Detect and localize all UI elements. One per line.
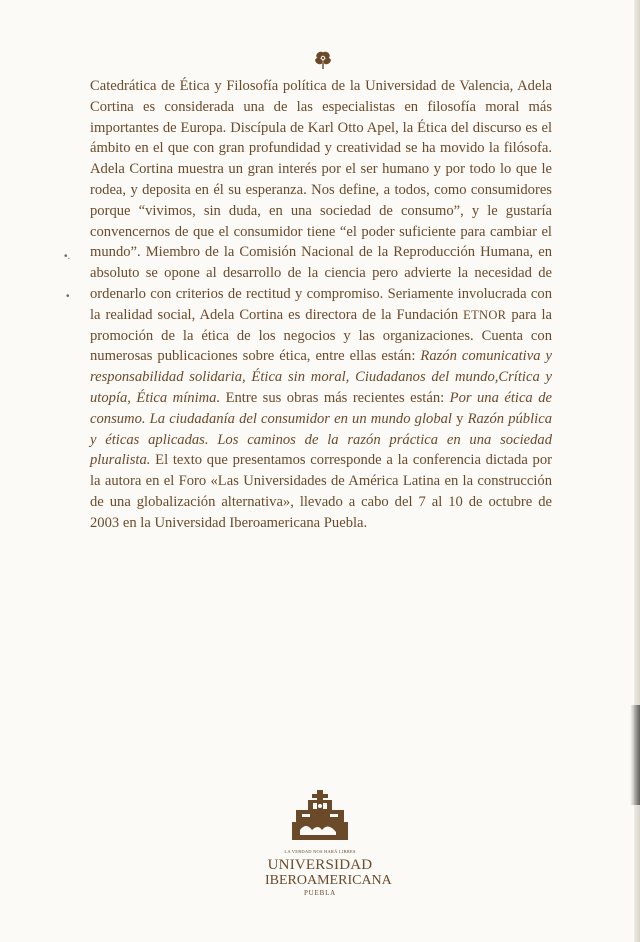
bio-part-4: y [451,410,468,427]
university-name-line1: UNIVERSIDAD [267,857,373,873]
fleuron-icon [312,48,334,70]
university-campus: PUEBLA [303,889,337,897]
bio-part-1: Catedrática de Ética y Filosofía política de la Universidad de Valencia, Adela Cortina es considerada una de las especialistas en filosofía moral más importantes de Europa. Discípula de Karl Otto Apel, la Ética del discurso es el ámbito en el que con gran profundidad y creatividad se ha movido la filósofa. Adela Cortina muestra un gran interés por el ser humano y por todo lo que le rodea, y deposita en él su esperanza. Nos define, a todos, como consumidores porque “vivimos, sin duda, en una sociedad de consumo”, y le gustaría convencernos de que el consumidor tiene “el poder suficiente para cambiar el mundo”. Miembro de la Comisión Nacional de la Reproducción Humana, en absoluto se opone al desarrollo de la ciencia pero advierte la necesidad de ordenarlo con criterios de rectitud y compromiso. Seriamente involucrada con la realidad social, Adela Cortina es directora de la Fundación [90,78,552,323]
page-edge-shadow [630,705,640,805]
works-list-3: Razón pública y éticas aplicadas. Los caminos de la razón práctica en una sociedad pluralista. [90,410,552,469]
bio-part-2: para la promoción de la ética de los negocios y las organizaciones. Cuenta con numerosas publicaciones sobre ética, entre ellas están: [90,306,552,365]
university-name-line2: IBEROAMERICANA [265,873,392,888]
university-motto: LA VERDAD NOS HARÁ LIBRES [284,849,356,854]
works-list-1: Razón comunicativa y responsabilidad solidaria, Ética sin moral, Ciudadanos del mundo,Crítica y utopía, Ética mínima. [90,348,552,406]
university-logo [265,790,392,898]
works-list-2: Por una ética de consumo. La ciudadanía del consumidor en un mundo global [90,389,552,427]
university-crest-icon [290,790,350,842]
etnor-label: ETNOR [463,307,507,322]
margin-mark-1: •. [64,251,71,262]
bio-part-3: Entre sus obras más recientes están: [220,389,450,406]
bio-part-5: El texto que presentamos corresponde a la conferencia dictada por la autora en el Foro «Las Universidades de América Latina en la construcción de una globalización alternativa», llevado a cabo del 7 al 10 de octubre de 2003 en la Universidad Iberoamericana Puebla. [90,452,552,531]
author-bio-text [90,76,552,534]
bio-paragraph [90,76,552,534]
margin-mark-2: • [66,291,70,302]
